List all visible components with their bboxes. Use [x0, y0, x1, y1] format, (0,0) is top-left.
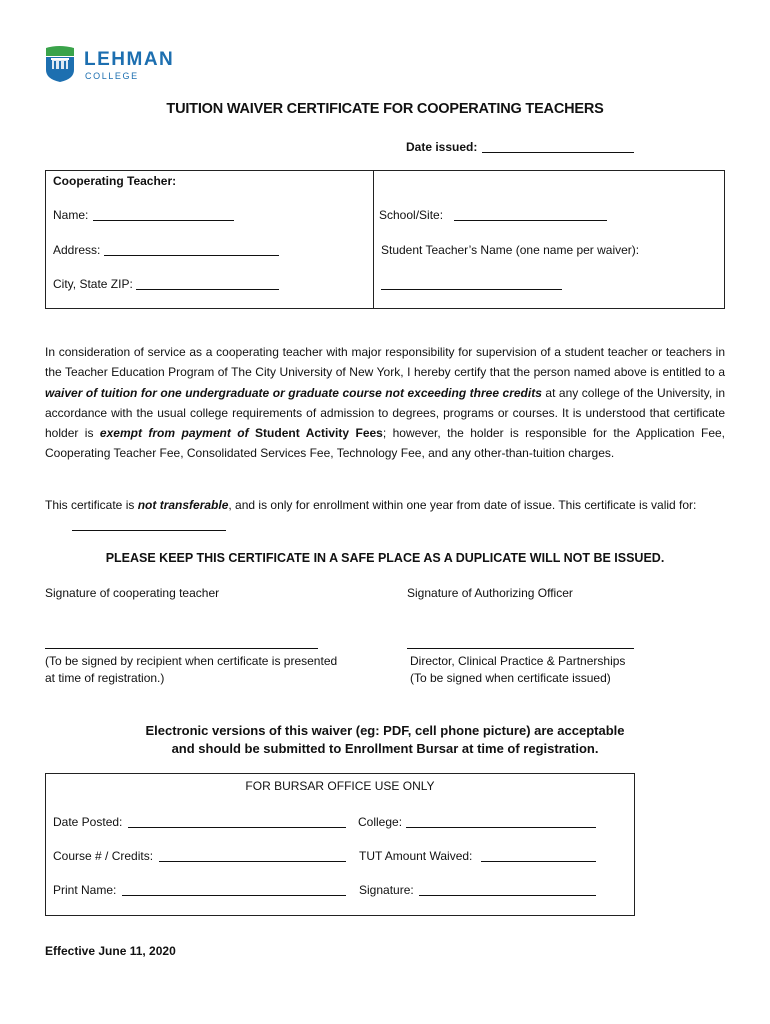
- college-field[interactable]: [406, 827, 596, 828]
- college-label: College:: [358, 815, 403, 829]
- print-name-field[interactable]: [122, 895, 346, 896]
- course-credits-label: Course # / Credits:: [53, 849, 154, 863]
- date-issued-label: Date issued:: [406, 140, 478, 154]
- teacher-signature-note-1: (To be signed by recipient when certificate is presented: [45, 654, 338, 668]
- officer-title: Director, Clinical Practice & Partnerships: [410, 654, 626, 668]
- tut-amount-label: TUT Amount Waived:: [359, 849, 473, 863]
- school-site-label: School/Site:: [379, 208, 444, 222]
- teacher-signature-note-2: at time of registration.): [45, 671, 165, 685]
- name-label: Name:: [53, 208, 89, 222]
- school-site-field[interactable]: [454, 220, 607, 221]
- cooperating-teacher-heading: Cooperating Teacher:: [53, 174, 177, 188]
- name-field[interactable]: [93, 220, 234, 221]
- bursar-signature-field[interactable]: [419, 895, 596, 896]
- page-title: TUITION WAIVER CERTIFICATE FOR COOPERATING TEACHERS: [166, 101, 604, 117]
- address-label: Address:: [53, 243, 101, 257]
- logo-name: LEHMAN: [84, 49, 175, 70]
- bursar-signature-label: Signature:: [359, 883, 414, 897]
- officer-signature-label: Signature of Authorizing Officer: [407, 586, 573, 600]
- officer-signature-note: (To be signed when certificate issued): [410, 671, 611, 685]
- paragraph-text: ; however, the holder is responsible for the Application Fee, Cooperating Teacher Fee, Consolidated Services Fee, Technology Fee, and any other-than-tuition charges.: [45, 426, 726, 461]
- lehman-shield-icon: [44, 44, 80, 84]
- date-posted-field[interactable]: [128, 827, 346, 828]
- paragraph-emphasis: not transferable: [137, 498, 229, 512]
- keep-safe-notice: PLEASE KEEP THIS CERTIFICATE IN A SAFE PLACE AS A DUPLICATE WILL NOT BE ISSUED.: [105, 551, 665, 565]
- paragraph-text: In consideration of service as a cooperating teacher with major responsibility for supervision of a student teacher or teachers in the Teacher Education Program of The City University of New York, I hereby certify that the person named above is entitled to a: [45, 345, 725, 380]
- paragraph-emphasis: Student Activity Fees: [248, 426, 383, 441]
- course-credits-field[interactable]: [159, 861, 346, 862]
- valid-for-field[interactable]: [72, 530, 226, 531]
- tut-amount-field[interactable]: [481, 861, 596, 862]
- paragraph-text: This certificate is: [45, 498, 138, 512]
- student-teacher-label: Student Teacher’s Name (one name per waiver):: [381, 243, 640, 257]
- certification-paragraph: [45, 342, 725, 464]
- paragraph-emphasis: exempt from payment of: [99, 426, 249, 441]
- effective-date: Effective June 11, 2020: [45, 944, 176, 958]
- city-state-zip-field[interactable]: [136, 289, 279, 290]
- paragraph-text: , and is only for enrollment within one year from date of issue. This certificate is valid for:: [228, 498, 697, 512]
- paragraph-emphasis: waiver of tuition for one undergraduate or graduate course not exceeding three credits: [45, 385, 542, 400]
- electronic-note-line-2: and should be submitted to Enrollment Bursar at time of registration.: [171, 741, 599, 756]
- bursar-heading: FOR BURSAR OFFICE USE ONLY: [245, 779, 435, 793]
- date-issued-field[interactable]: [482, 152, 634, 153]
- teacher-signature-line[interactable]: [45, 648, 318, 649]
- box-divider: [373, 170, 374, 309]
- officer-signature-line[interactable]: [407, 648, 634, 649]
- paragraph-text: at any college of the University, in accordance with the usual college requirements of admission to degrees, programs or courses. It is understood that certificate holder is: [45, 385, 725, 441]
- transferability-paragraph: [45, 495, 725, 515]
- city-state-zip-label: City, State ZIP:: [53, 277, 133, 291]
- student-teacher-name-field[interactable]: [381, 289, 562, 290]
- teacher-signature-label: Signature of cooperating teacher: [45, 586, 220, 600]
- address-field[interactable]: [104, 255, 279, 256]
- logo-subtitle: COLLEGE: [85, 71, 139, 81]
- date-posted-label: Date Posted:: [53, 815, 123, 829]
- electronic-note-line-1: Electronic versions of this waiver (eg: PDF, cell phone picture) are acceptable: [145, 723, 625, 738]
- print-name-label: Print Name:: [53, 883, 117, 897]
